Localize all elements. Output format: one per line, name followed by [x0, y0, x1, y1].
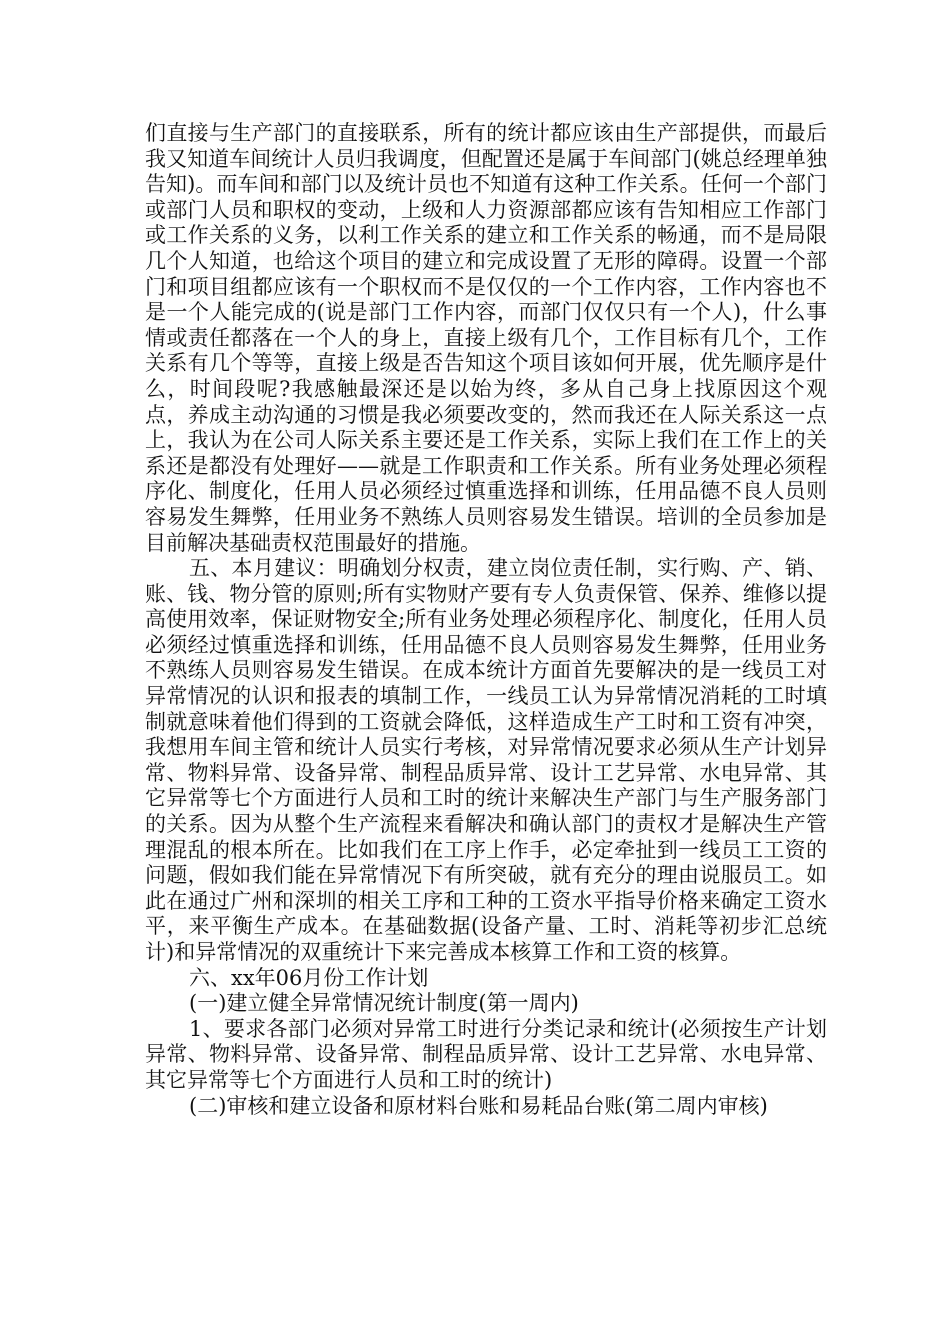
paragraph-section-5-suggestions: 五、本月建议：明确划分权责，建立岗位责任制，实行购、产、销、账、钱、物分管的原则;所有实物财产要有专人负责保管、保养、维修以提高使用效率，保证财物安全;所有业务处理必须程序化、制度化，任用人员必须经过慎重选择和训练，任用品德不良人员则容易发生舞弊，任用业务不熟练人员则容易发生错误。在成本统计方面首先要解决的是一线员工对异常情况的认识和报表的填制工作，一线员工认为异常情况消耗的工时填制就意味着他们得到的工资就会降低，这样造成生产工时和工资有冲突，我想用车间主管和统计人员实行考核，对异常情况要求必须从生产计划异常、物料异常、设备异常、制程品质异常、设计工艺异常、水电异常、其它异常等七个方面进行人员和工时的统计来解决生产部门与生产服务部门的关系。因为从整个生产流程来看解决和确认部门的责权才是解决生产管理混乱的根本所在。比如我们在工序上作手，必定牵扯到一线员工工资的问题，假如我们能在异常情况下有所突破，就有充分的理由说服员工。如此在通过广州和深圳的相关工序和工种的工资水平指导价格来确定工资水平，来平衡生产成本。在基础数据(设备产量、工时、消耗等初步汇总统计)和异常情况的双重统计下来完善成本核算工作和工资的核算。 — [145, 556, 827, 964]
list-item-1: (一)建立健全异常情况统计制度(第一周内) — [189, 991, 579, 1016]
list-item-1-1: 1、要求各部门必须对异常工时进行分类记录和统计(必须按生产计划异常、物料异常、设备异常、制程品质异常、设计工艺异常、水电异常、其它异常等七个方面进行人员和工时的统计) — [145, 1016, 827, 1092]
document-body — [145, 121, 827, 1119]
paragraph-continuation: 们直接与生产部门的直接联系，所有的统计都应该由生产部提供，而最后我又知道车间统计人员归我调度，但配置还是属于车间部门(姚总经理单独告知)。而车间和部门以及统计员也不知道有这种工作关系。任何一个部门或部门人员和职权的变动，上级和人力资源部都应该有告知相应工作部门或工作关系的义务，以利工作关系的建立和工作关系的畅通，而不是局限几个人知道，也给这个项目的建立和完成设置了无形的障碍。设置一个部门和项目组都应该有一个职权而不是仅仅的一个工作内容，工作内容也不是一个人能完成的(说是部门工作内容，而部门仅仅只有一个人)，什么事情或责任都落在一个人的身上，直接上级有几个，工作目标有几个，工作关系有几个等等，直接上级是否告知这个项目该如何开展，优先顺序是什么，时间段呢?我感触最深还是以始为终，多从自己身上找原因这个观点，养成主动沟通的习惯是我必须要改变的，然而我还在人际关系这一点上，我认为在公司人际关系主要还是工作关系，实际上我们在工作上的关系还是都没有处理好——就是工作职责和工作关系。所有业务处理必须程序化、制度化，任用人员必须经过慎重选择和训练，任用品德不良人员则容易发生舞弊，任用业务不熟练人员则容易发生错误。培训的全员参加是目前解决基础责权范围最好的措施。 — [145, 121, 827, 555]
list-item-2: (二)审核和建立设备和原材料台账和易耗品台账(第二周内审核) — [189, 1093, 768, 1118]
heading-section-6-work-plan: 六、xx年06月份工作计划 — [189, 965, 429, 990]
